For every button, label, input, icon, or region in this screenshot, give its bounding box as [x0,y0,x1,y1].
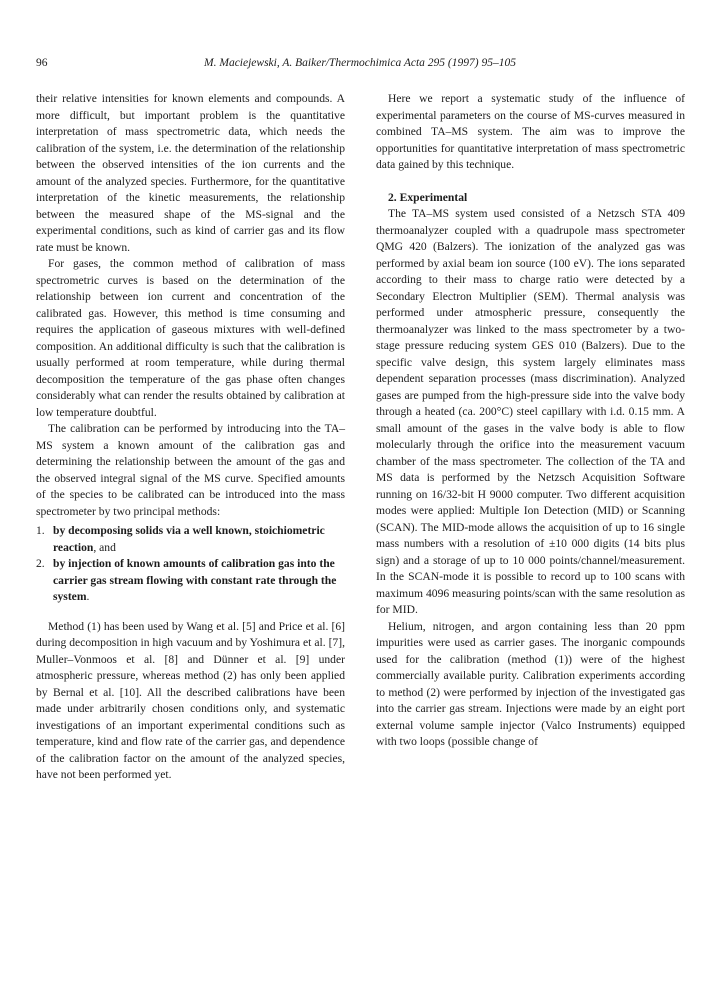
paragraph: The TA–MS system used consisted of a Netzsch STA 409 thermoanalyzer coupled with a quadrupole mass spectrometer QMG 420 (Balzers). The ionization of the analyzed gas was performed by axial beam ion source (100 eV). The ions separated according to their mass to charge ratio were detected by a Secondary Electron Multiplier (SEM). Thermal analysis was performed under atmospheric pressure, consequently the thermoanalyzer was linked to the mass spectrometer by a two-stage pressure reducing system GES 010 (Balzers). Due to the specific valve design, this system largely eliminates mass dependent separation processes (mass discrimination). Analyzed gases are pumped from the high-pressure side into the valve body through a heated (ca. 200°C) steel capillary with i.d. 0.15 mm. A small amount of the gases in the valve body is able to flow molecularly through the orifice into the measurement vacuum chamber of the mass spectrometer. The collection of the TA and MS data is performed by the Netzsch Acquisition Software running on 16/32-bit H 9000 computer. Two different acquisition modes were applied: Multiple Ion Detection (MID) or Scanning (SCAN). The MID-mode allows the acquisition of up to 16 single mass numbers with a resolution of ±10 000 digits (14 bits plus sign) and a storage of up to 10 000 points/channel/measurement. In the SCAN-mode it is possible to record up to 100 scans with maximum 4096 measuring points/scan with the same resolution as for MID. [376,207,685,616]
list-number: 2. [36,557,45,570]
paragraph: Method (1) has been used by Wang et al. [5] and Price et al. [6] during decomposition in high vacuum and by Yoshimura et al. [7], Muller–Vonmoos et al. [8] and Dünner et al. [9] under atmospheric pressure, whereas method (2) has only been applied by Bernal et al. [10]. All the described calibrations have been made under arbitrarily chosen conditions only, and systematic investigations of an important experimental conditions such as temperature, kind and flow rate of the carrier gas, and dependence of the calibration factor on the amount of the analyzed species, have not been performed yet. [36,619,345,781]
running-head: M. Maciejewski, A. Baiker/Thermochimica Acta 295 (1997) 95–105 [204,57,516,69]
list-item [36,556,345,606]
method-tail-text: , and [93,540,116,554]
paragraph: For gases, the common method of calibration of mass spectrometric curves is based on the determination of the relationship between ion current and concentration of the calibrated gas. However, this method is time consuming and requires the application of gaseous mixtures with well-defined composition. An additional difficulty is such that the calibration is usually performed at room temperature, while during thermal decomposition the temperature of the gas phase often changes considerably what can render the results obtained by calibration at low temperature doubtful. [36,257,345,419]
paragraph: their relative intensities for known elements and compounds. A more difficult, but important problem is the quantitative interpretation of mass spectrometric data, which needs the calibration of the system, i.e. the determination of the relationship between the observed intensities of the ion currents and the amount of the analyzed species. Furthermore, for the quantitative interpretation of the kinetic measurements, the relationship between the measured shape of the MS-signal and the experimental conditions, such as kind of carrier gas and its flow rate must be known. [36,92,345,254]
spacer [376,174,685,190]
paragraph: The calibration can be performed by introducing into the TA–MS system a known amount of the calibration gas and determining the relationship between the amount of the gas and the observed integral signal of the MS curve. Specified amounts of the species to be calibrated can be introduced into the mass spectrometer by two principal methods: [36,422,345,518]
section-heading: 2. Experimental [388,190,468,204]
list-number: 1. [36,524,45,537]
page-header [36,57,684,75]
method-tail-text: . [86,590,90,603]
list-item [36,523,345,556]
method-bold-text: by decomposing solids via a well known, stoichiometric reaction [53,524,325,554]
paragraph: Here we report a systematic study of the influence of experimental parameters on the course of MS-curves measured in combined TA–MS system. The aim was to improve the opportunities for quantitative interpretation of mass spectrometric data gained by this technique. [376,92,685,171]
left-column [36,91,345,784]
method-bold-text: by injection of known amounts of calibration gas into the carrier gas stream flowing with constant rate through the system [53,557,337,603]
right-column [376,91,685,751]
paragraph: Helium, nitrogen, and argon containing less than 20 ppm impurities were used as carrier gases. The inorganic compounds used for the calibration (method (1)) were of the highest commercially available purity. Calibration experiments according to method (2) were performed by injection of the investigated gas into the carrier gas stream. Injections were made by an eight port external volume sample injector (Valco Instruments) equipped with two loops (possible change of [376,619,685,748]
methods-list [36,523,345,606]
page-number: 96 [36,57,48,69]
